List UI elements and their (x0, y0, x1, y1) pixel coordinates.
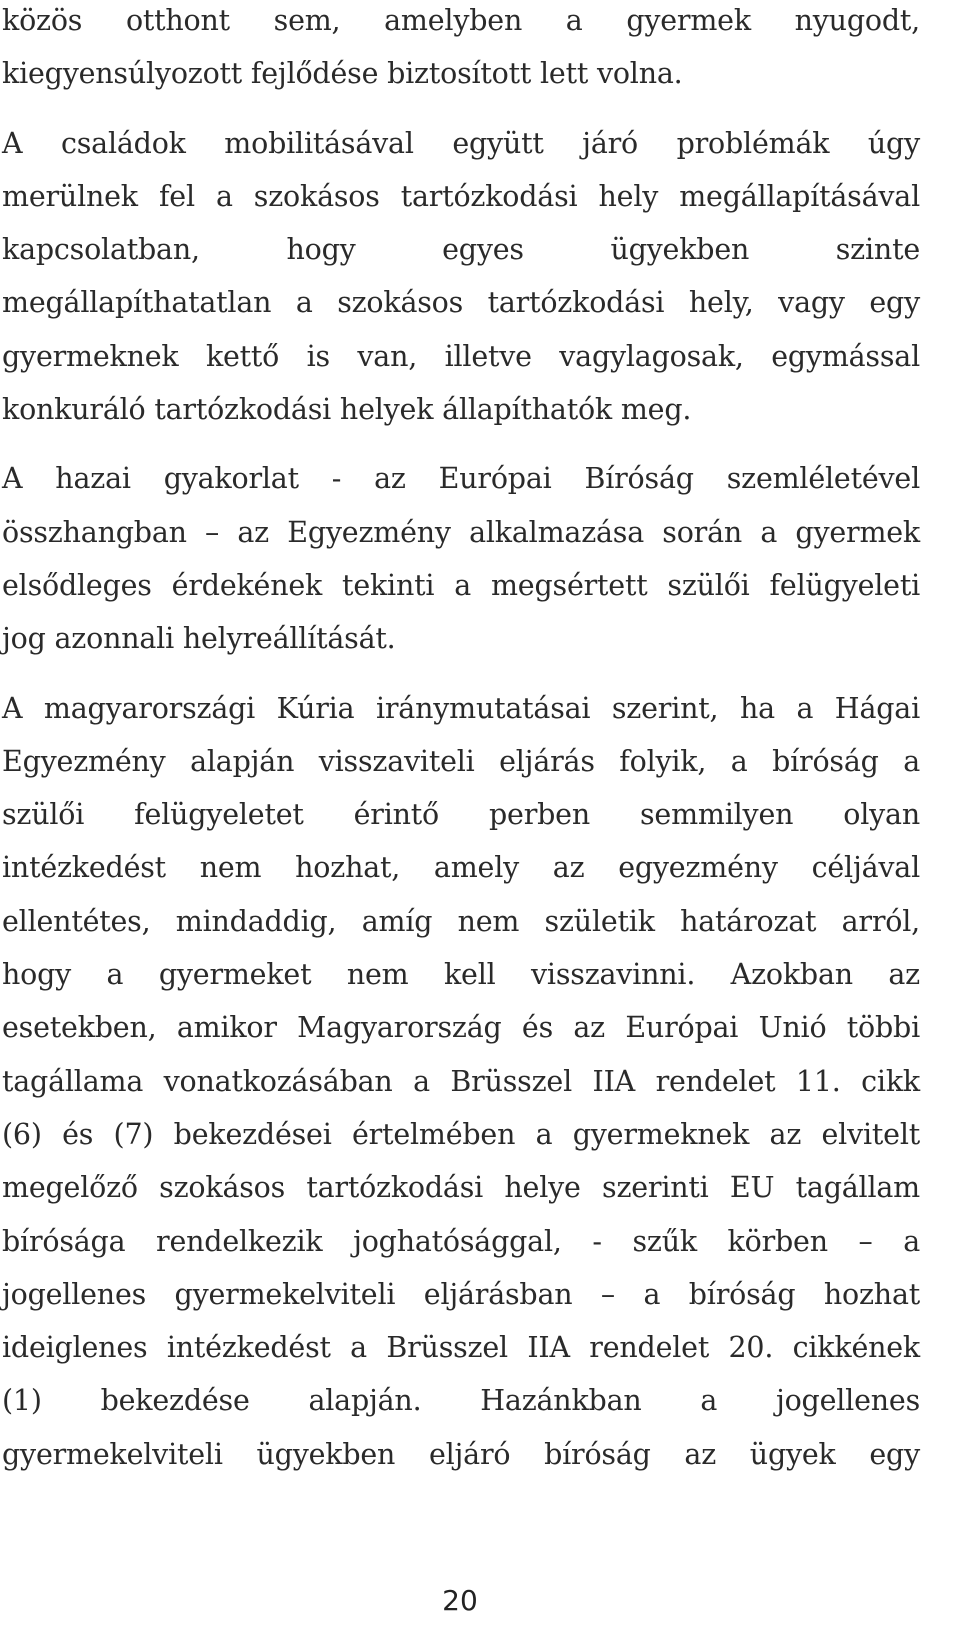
paragraph (2, 682, 920, 1481)
paragraph (2, 117, 920, 437)
text-line: A hazai gyakorlat - az Európai Bíróság szemléletével (2, 462, 920, 496)
paragraph (2, 452, 920, 665)
text-line: kapcsolatban, hogy egyes ügyekben szinte (2, 233, 920, 267)
text-line: ellentétes, mindaddig, amíg nem születik határozat arról, (2, 904, 920, 938)
text-line: Egyezmény alapján visszaviteli eljárás folyik, a bíróság a (2, 744, 920, 778)
text-line: kiegyensúlyozott fejlődése biztosított lett volna. (2, 57, 683, 91)
text-line: összhangban – az Egyezmény alkalmazása során a gyermek (2, 515, 920, 549)
text-line: A magyarországi Kúria iránymutatásai szerint, ha a Hágai (2, 691, 920, 725)
document-body (2, 0, 920, 1497)
text-line: esetekben, amikor Magyarország és az Európai Unió többi (2, 1011, 920, 1045)
text-line: intézkedést nem hozhat, amely az egyezmény céljával (2, 851, 920, 885)
text-line: (6) és (7) bekezdései értelmében a gyermeknek az elvitelt (2, 1117, 920, 1151)
text-line: elsődleges érdekének tekinti a megsértett szülői felügyeleti (2, 568, 920, 602)
text-line: gyermeknek kettő is van, illetve vagylagosak, egymással (2, 339, 920, 373)
text-line: konkuráló tartózkodási helyek állapíthatók meg. (2, 393, 692, 427)
text-line: jog azonnali helyreállítását. (2, 622, 396, 656)
text-line: merülnek fel a szokásos tartózkodási hely megállapításával (2, 179, 920, 213)
text-line: megelőző szokásos tartózkodási helye szerinti EU tagállam (2, 1171, 920, 1205)
text-line: jogellenes gyermekelviteli eljárásban – a bíróság hozhat (2, 1277, 920, 1311)
page-number: 20 (442, 1584, 478, 1617)
text-line: A családok mobilitásával együtt járó problémák úgy (2, 126, 920, 160)
text-line: hogy a gyermeket nem kell visszavinni. Azokban az (2, 958, 920, 992)
text-line: gyermekelviteli ügyekben eljáró bíróság az ügyek egy (2, 1437, 920, 1471)
paragraph (2, 0, 920, 101)
text-line: ideiglenes intézkedést a Brüsszel IIA rendelet 20. cikkének (2, 1331, 920, 1365)
text-line: közös otthont sem, amelyben a gyermek nyugodt, (2, 4, 920, 37)
text-line: tagállama vonatkozásában a Brüsszel IIA rendelet 11. cikk (2, 1064, 920, 1098)
text-line: szülői felügyeletet érintő perben semmilyen olyan (2, 798, 920, 832)
text-line: bírósága rendelkezik joghatósággal, - szűk körben – a (2, 1224, 920, 1258)
text-line: megállapíthatatlan a szokásos tartózkodási hely, vagy egy (2, 286, 920, 320)
text-line: (1) bekezdése alapján. Hazánkban a jogellenes (2, 1384, 920, 1418)
